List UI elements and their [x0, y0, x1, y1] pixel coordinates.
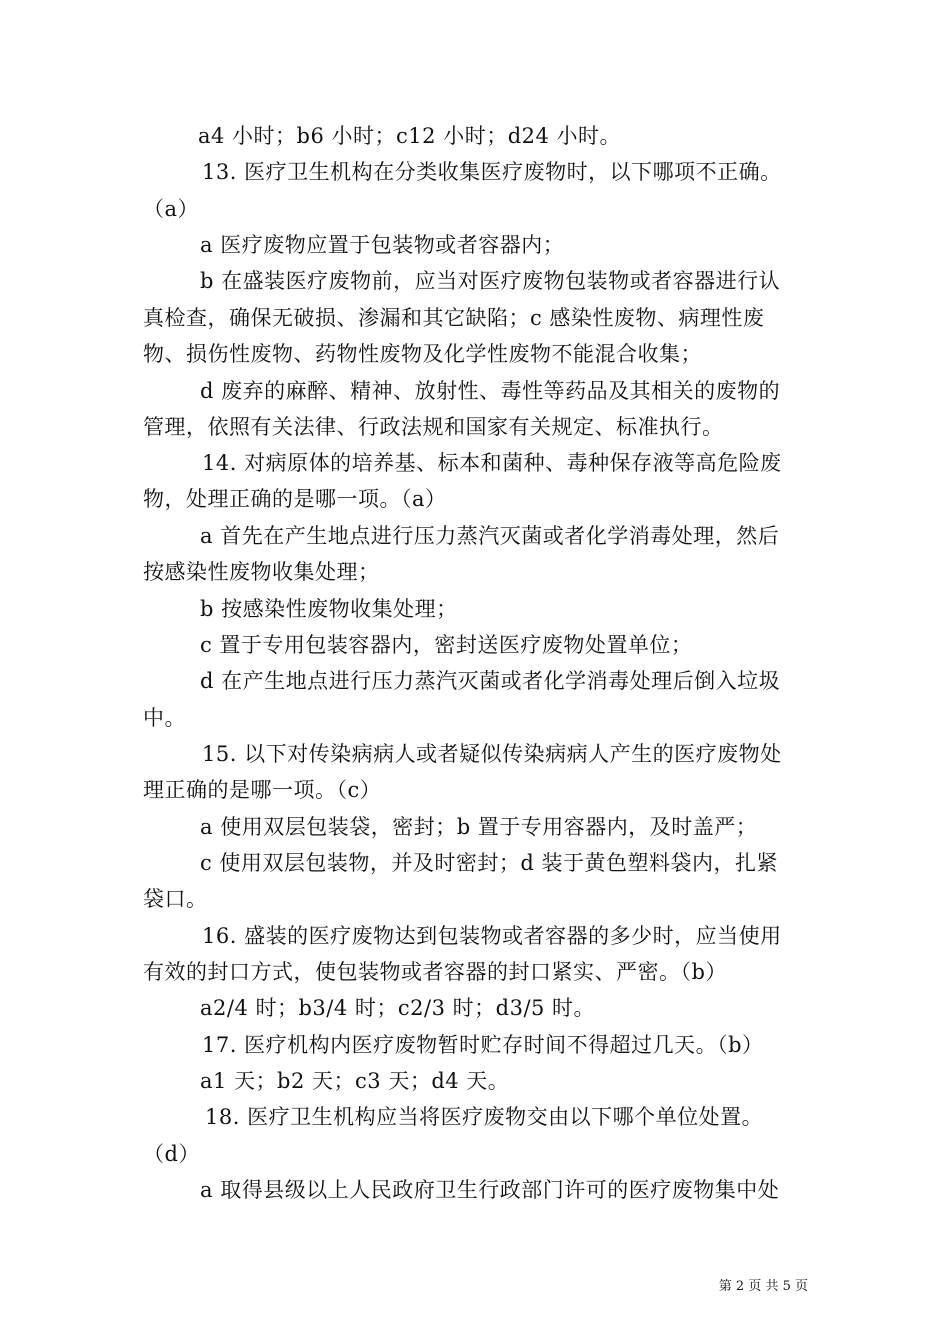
question-14-line-2: 物，处理正确的是哪一项。（a）	[143, 487, 447, 511]
option-d-line-2: 中。	[143, 706, 186, 730]
option-b-line-1: b 在盛装医疗废物前，应当对医疗废物包装物或者容器进行认	[200, 269, 781, 293]
question-17-options: a1 天；b2 天；c3 天；d4 天。	[200, 1069, 510, 1093]
options-a-b: a 使用双层包装袋，密封；b 置于专用容器内，及时盖严；	[200, 815, 758, 839]
option-d-line-1: d 废弃的麻醉、精神、放射性、毒性等药品及其相关的废物的	[200, 379, 781, 403]
option-d-line-2: 管理，依照有关法律、行政法规和国家有关规定、标准执行。	[143, 415, 724, 439]
option-a-line-1: a 取得县级以上人民政府卫生行政部门许可的医疗废物集中处	[200, 1178, 780, 1202]
question-13-answer: （a）	[143, 197, 200, 221]
options-c-d-line-1: c 使用双层包装物，并及时密封；d 装于黄色塑料袋内，扎紧	[200, 851, 779, 875]
question-13-line-1: 13. 医疗卫生机构在分类收集医疗废物时，以下哪项不正确。	[202, 160, 782, 184]
option-a-line-1: a 首先在产生地点进行压力蒸汽灭菌或者化学消毒处理，然后	[200, 524, 780, 548]
question-18-line-1: 18. 医疗卫生机构应当将医疗废物交由以下哪个单位处置。	[205, 1105, 764, 1129]
option-a-line-2: 按感染性废物收集处理；	[143, 560, 380, 584]
options-c-d-line-2: 袋口。	[143, 887, 208, 911]
option-c-line-2: 物、损伤性废物、药物性废物及化学性废物不能混合收集；	[143, 342, 702, 366]
option-d-line-1: d 在产生地点进行压力蒸汽灭菌或者化学消毒处理后倒入垃圾	[200, 669, 781, 693]
text-line-1: a4 小时；b6 小时；c12 小时；d24 小时。	[198, 124, 622, 148]
question-15-line-1: 15. 以下对传染病病人或者疑似传染病病人产生的医疗废物处	[202, 742, 782, 766]
page-number-footer: 第 2 页 共 5 页	[718, 1279, 808, 1294]
question-16-line-2: 有效的封口方式，使包装物或者容器的封口紧实、严密。（b）	[143, 960, 727, 984]
question-18-answer: （d）	[143, 1142, 200, 1166]
option-b: b 按感染性废物收集处理；	[200, 597, 458, 621]
option-c: c 置于专用包装容器内，密封送医疗废物处置单位；	[200, 633, 693, 657]
question-15-line-2: 理正确的是哪一项。（c）	[143, 778, 382, 802]
question-16-options: a2/4 时；b3/4 时；c2/3 时；d3/5 时。	[200, 996, 596, 1020]
question-14-line-1: 14. 对病原体的培养基、标本和菌种、毒种保存液等高危险废	[202, 451, 782, 475]
question-17: 17. 医疗机构内医疗废物暂时贮存时间不得超过几天。（b）	[202, 1033, 764, 1057]
question-16-line-1: 16. 盛装的医疗废物达到包装物或者容器的多少时，应当使用	[202, 924, 782, 948]
option-b-line-2: 真检查，确保无破损、渗漏和其它缺陷；c 感染性废物、病理性废	[143, 306, 765, 330]
option-a: a 医疗废物应置于包装物或者容器内；	[200, 233, 565, 257]
